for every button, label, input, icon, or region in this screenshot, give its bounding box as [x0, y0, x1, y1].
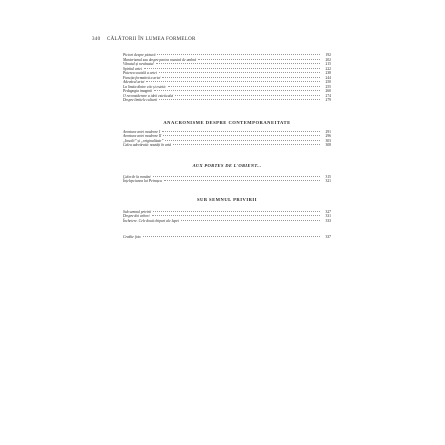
toc-entry [123, 143, 331, 148]
entry-page: 279 [325, 98, 331, 102]
leader-dots [152, 214, 321, 216]
leader-dots [198, 58, 320, 60]
leader-dots [156, 62, 320, 64]
leader-dots [162, 76, 320, 78]
entry-title: Aventura artei moderne I [123, 129, 161, 134]
leader-dots [168, 85, 320, 87]
entry-page: 308 [325, 143, 331, 147]
table-of-contents [123, 53, 331, 240]
entry-title: Funcția formativă a artei [123, 75, 161, 80]
toc-group [123, 163, 331, 184]
entry-page: 238 [325, 71, 331, 75]
toc-group [123, 120, 331, 148]
section-heading: SUB SEMNUL PRIVIRII [196, 196, 258, 202]
toc-group [123, 197, 331, 224]
section-heading: AUX PORTES DE L'ORIENT... [192, 162, 262, 168]
leader-dots [162, 130, 320, 132]
toc-group [123, 235, 331, 240]
entry-page: 296 [325, 134, 331, 138]
entry-page: 244 [325, 75, 331, 80]
page-number: 340 [92, 37, 101, 42]
entry-page: 303 [325, 138, 331, 143]
leader-dots [144, 67, 320, 69]
entry-page: 331 [325, 214, 331, 218]
entry-title: Manierismul sau despre partea noastră de umbră [123, 57, 197, 62]
toc-entry [123, 98, 331, 103]
leader-dots [165, 139, 320, 141]
entry-title: O reconsiderare a ideii esteticului [123, 93, 174, 98]
leader-dots [173, 143, 320, 145]
entry-title: Spiritul artei [123, 66, 142, 71]
toc-group [123, 53, 331, 103]
entry-page: 291 [325, 129, 331, 134]
entry-title: Încheiere. Cele două chipuri ale lupei [123, 218, 179, 223]
entry-page: 222 [325, 66, 331, 71]
entry-title: Credite foto [123, 235, 141, 239]
entry-title: La limita dintre etic și estetic [123, 84, 166, 89]
section-heading: ANACRONISME DESPRE CONTEMPORANEITATE [163, 119, 291, 125]
leader-dots [175, 94, 320, 96]
entry-title: Calea adevărată: noutăți în artă [123, 143, 172, 147]
leader-dots [163, 134, 320, 136]
entry-page: 192 [325, 53, 331, 57]
leader-dots [153, 210, 320, 212]
leader-dots [154, 89, 320, 91]
leader-dots [159, 98, 320, 100]
leader-dots [181, 219, 320, 221]
entry-page: 255 [325, 84, 331, 89]
entry-title: Adevărul artei [123, 80, 145, 84]
book-title: CĂLĂTORII ÎN LUMEA FORMELOR [106, 37, 196, 42]
entry-title: Vânatul și nevânatul [123, 62, 154, 66]
entry-page: 337 [325, 235, 331, 239]
toc-entry [123, 179, 331, 184]
leader-dots [143, 235, 320, 237]
entry-title: Sub semnul privirii [123, 209, 152, 214]
entry-page: 215 [325, 62, 331, 66]
entry-title: Înțelepciunea lui Petrașcu [123, 179, 162, 183]
leader-dots [164, 179, 320, 181]
entry-title: Aventura artei moderne II [123, 134, 162, 138]
entry-page: 202 [325, 57, 331, 62]
running-head [92, 37, 196, 42]
entry-page: 250 [325, 80, 331, 84]
entry-title: Puterea socială a artei [123, 71, 157, 75]
entry-page: 327 [325, 209, 331, 214]
entry-page: 260 [325, 89, 331, 93]
toc-entry [123, 235, 331, 240]
entry-title: „Insolit” și „originalitate” [123, 138, 164, 143]
entry-page: 274 [325, 93, 331, 98]
leader-dots [153, 175, 320, 177]
toc-entry [123, 219, 331, 224]
entry-title: Pedagogia imaginii [123, 89, 153, 93]
leader-dots [159, 71, 320, 73]
entry-page: 315 [325, 174, 331, 179]
leader-dots [157, 53, 320, 55]
entry-title: Culorile la români [123, 174, 151, 179]
entry-title: Despre doi arbori [123, 214, 150, 218]
leader-dots [146, 80, 320, 82]
entry-page: 321 [325, 179, 331, 183]
entry-title: Despre limitele culturii [123, 98, 158, 102]
entry-title: Pictori despre pictură [123, 53, 156, 57]
entry-page: 333 [325, 218, 331, 223]
